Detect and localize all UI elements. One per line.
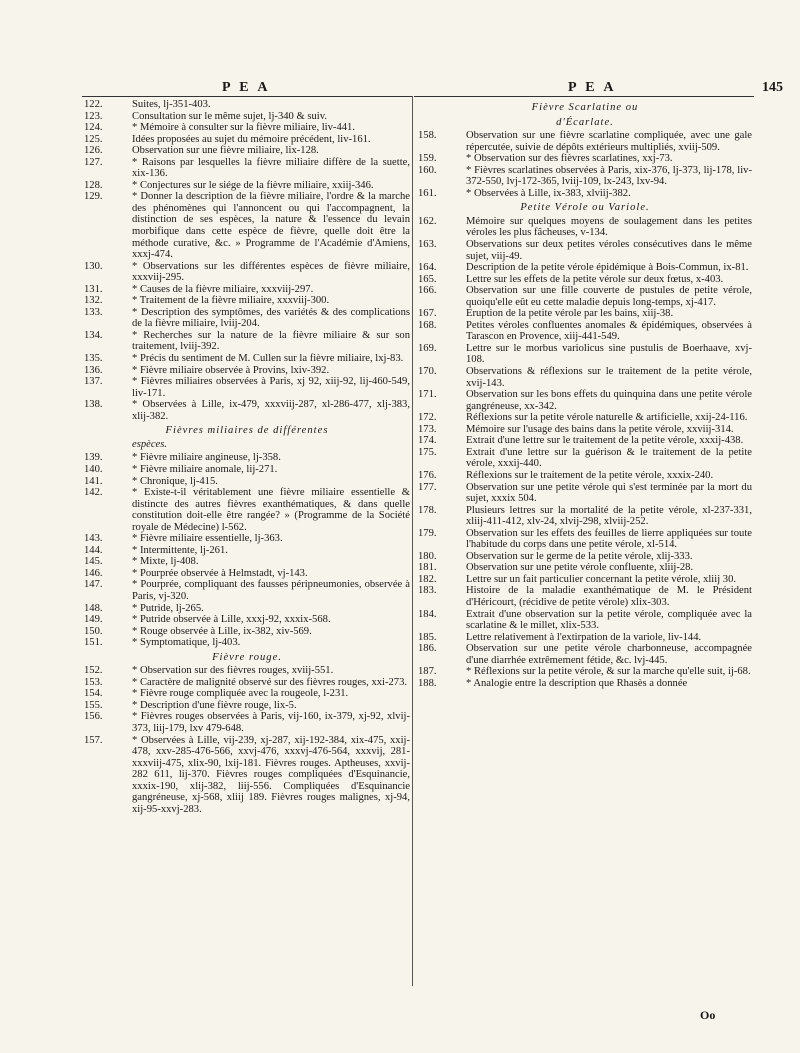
entry-text: * Caractère de malignité observé sur des fièvres rouges, xxi-273.: [132, 676, 408, 688]
entry-number: 166.: [418, 285, 437, 297]
section-heading: Fièvre Scarlatine ou: [531, 102, 639, 113]
entry-number: 173.: [418, 423, 437, 435]
entry-text: * Pourprée observée à Helmstadt, vj-143.: [132, 567, 308, 579]
entry-text: * Fièvre miliaire anomale, lij-271.: [132, 463, 278, 475]
index-entry: [418, 609, 752, 632]
entry-text: * Fièvres scarlatines observées à Paris, xix-376, lj-373, lij-178, liv-372-550, lvj-172-365, lviij-109, lx-243, lxv-94.: [466, 164, 752, 188]
entry-number: 185.: [418, 631, 437, 643]
entry-text: * Fièvre miliaire essentielle, lj-363.: [132, 533, 283, 545]
entry-number: 151.: [84, 637, 103, 649]
index-entry: [84, 261, 410, 284]
entry-number: 134.: [84, 329, 103, 341]
entry-text: Observations sur deux petites véroles consécutives dans le même sujet, viij-49.: [466, 239, 752, 262]
index-entry: [418, 435, 752, 447]
index-entry: [84, 180, 410, 192]
entry-text: * Raisons par lesquelles la fièvre miliaire diffère de la suette, xix-136.: [132, 156, 410, 180]
index-entry: [84, 688, 410, 700]
entry-number: 165.: [418, 273, 437, 285]
entry-number: 122.: [84, 99, 103, 110]
index-entry: [84, 677, 410, 689]
entry-text: Idées proposées au sujet du mémoire précédent, liv-161.: [132, 133, 371, 145]
entry-number: 148.: [84, 602, 103, 614]
index-entry: [84, 122, 410, 134]
index-entry: [418, 412, 752, 424]
index-entry: [418, 528, 752, 551]
entry-text: Lettre sur les effets de la petite vérole sur deux fœtus, x-403.: [466, 273, 724, 285]
entry-number: 179.: [418, 527, 437, 539]
entry-text: Observation sur une fille couverte de pustules de petite vérole, quoiqu'elle eût eu cette maladie depuis long-temps, xj-417.: [466, 285, 752, 308]
entry-number: 170.: [418, 366, 437, 378]
entry-text: Observation sur une fièvre miliaire, lix-128.: [132, 145, 319, 157]
index-entry: [84, 295, 410, 307]
index-entry: [418, 274, 752, 286]
entry-text: * Pourprée, compliquant des fausses péripneumonies, observée à Paris, vj-320.: [132, 579, 410, 602]
index-entry: [418, 153, 752, 165]
index-entry: [84, 353, 410, 365]
index-entry: [84, 568, 410, 580]
header-rule-left: [82, 96, 412, 97]
entry-text: * Existe-t-il véritablement une fièvre miliaire essentielle & distincte des autres fièvres exanthématiques, & dans quelle constitution doit-elle être rangée? » (Programme de la Société royale de Médecine) l-562.: [132, 487, 410, 533]
entry-number: 129.: [84, 191, 103, 203]
entry-number: 141.: [84, 475, 103, 487]
entry-text: * Chronique, lj-415.: [132, 475, 218, 487]
index-entry: [84, 134, 410, 146]
entry-number: 177.: [418, 481, 437, 493]
index-entry: [418, 239, 752, 262]
entry-text: * Intermittente, lj-261.: [132, 544, 228, 556]
entry-number: 127.: [84, 156, 103, 168]
entry-text: Observation sur une petite vérole charbonneuse, accompagnée d'une diarrhée extrêmement fétide, &c. lvj-445.: [466, 643, 752, 666]
running-head-right: P E A: [568, 80, 617, 95]
entry-text: Mémoire sur quelques moyens de soulagement dans les petites véroles les plus fâcheuses, v-134.: [466, 215, 752, 239]
entry-text: Eruption de la petite vérole par les bains, xiij-38.: [466, 308, 674, 320]
entry-number: 149.: [84, 614, 103, 626]
entry-text: * Putride, lj-265.: [132, 602, 204, 614]
index-entry: [84, 711, 410, 734]
entry-number: 160.: [418, 164, 437, 176]
entry-number: 132.: [84, 295, 103, 307]
section-subheading: espèces.: [132, 438, 167, 450]
index-entry: [84, 637, 410, 649]
entry-text: * Observées à Lille, ix-479, xxxviij-287, xl-286-477, xlj-383, xlij-382.: [132, 399, 410, 422]
entry-text: Lettre sur un fait particulier concernant la petite vérole, xliij 30.: [466, 573, 737, 585]
entry-text: Consultation sur le même sujet, lj-340 & suiv.: [132, 110, 327, 122]
entry-number: 175.: [418, 446, 437, 458]
index-entry: [418, 320, 752, 343]
entry-number: 153.: [84, 676, 103, 688]
index-entry: [418, 308, 752, 320]
index-entry: [418, 447, 752, 470]
index-entry: [84, 307, 410, 330]
entry-number: 164.: [418, 262, 437, 274]
entry-number: 155.: [84, 699, 103, 711]
index-entry: [418, 188, 752, 200]
entry-number: 176.: [418, 469, 437, 481]
index-entry: [418, 482, 752, 505]
printer-signature: Oo: [700, 1008, 716, 1022]
entry-number: 133.: [84, 306, 103, 318]
index-entry: [84, 99, 410, 111]
index-entry: [418, 574, 752, 586]
entry-text: * Réflexions sur la petite vérole, & sur la marche qu'elle suit, ij-68.: [466, 666, 751, 678]
index-entry: [84, 487, 410, 533]
index-entry: [84, 533, 410, 545]
entry-number: 150.: [84, 625, 103, 637]
entry-text: Suites, lj-351-403.: [132, 99, 211, 110]
entry-number: 158.: [418, 130, 437, 142]
entry-number: 183.: [418, 585, 437, 597]
index-entry: [418, 389, 752, 412]
index-entry: [84, 614, 410, 626]
index-entry: [84, 735, 410, 816]
index-entry: [84, 545, 410, 557]
index-entry: [418, 643, 752, 666]
index-entry: [84, 376, 410, 399]
entry-text: Observation sur les bons effets du quinquina dans une petite vérole gangréneuse, xx-342.: [466, 389, 752, 412]
entry-text: * Mixte, lj-408.: [132, 556, 199, 568]
running-head-left: P E A: [222, 80, 271, 95]
entry-number: 186.: [418, 643, 437, 655]
entry-text: * Recherches sur la nature de la fièvre miliaire & sur son traitement, lviij-392.: [132, 329, 410, 353]
entry-text: * Fièvre miliaire angineuse, lj-358.: [132, 452, 281, 464]
index-entry: [84, 330, 410, 353]
entry-text: * Fièvres miliaires observées à Paris, xj 92, xiij-92, lij-460-549, liv-171.: [132, 376, 410, 399]
entry-text: Observation sur les effets des feuilles de lierre appliquées sur toute l'habitude du corps dans une petite vérole, xl-514.: [466, 527, 752, 551]
index-entry: [84, 556, 410, 568]
entry-text: Extrait d'une lettre sur la guérison & le traitement de la petite vérole, xxxij-440.: [466, 446, 752, 470]
entry-text: * Putride observée à Lille, xxxj-92, xxxix-568.: [132, 614, 331, 626]
entry-text: Réflexions sur la petite vérole naturelle & artificielle, xxij-24-116.: [466, 412, 748, 424]
page-number: 145: [762, 80, 783, 95]
entry-number: 184.: [418, 608, 437, 620]
entry-text: * Donner la description de la fièvre miliaire, l'ordre & la marche des phénomènes qui l'annoncent ou qui l'accompagnent, la distinction de ses espèces, la nature & l'essence du levain morbifique dans cette espèce de fièvre, quelle doit être la méthode curative, &c. » Programme de l'Académie d'Amiens, xxxj-474.: [132, 191, 410, 261]
entry-number: 182.: [418, 573, 437, 585]
entry-text: Mémoire sur l'usage des bains dans la petite vérole, xxviij-314.: [466, 423, 734, 435]
entry-number: 131.: [84, 283, 103, 295]
entry-number: 144.: [84, 544, 103, 556]
entry-number: 168.: [418, 319, 437, 331]
entry-text: * Rouge observée à Lille, ix-382, xiv-569.: [132, 625, 312, 637]
entry-text: Description de la petite vérole épidémique à Bois-Commun, ix-81.: [466, 262, 749, 274]
entry-text: Observations & réflexions sur le traitement de la petite vérole, xvij-143.: [466, 366, 752, 389]
index-entry: [418, 666, 752, 678]
entry-number: 171.: [418, 389, 437, 401]
entry-text: * Causes de la fièvre miliaire, xxxviij-297.: [132, 283, 314, 295]
index-entry: [84, 284, 410, 296]
index-entry: [418, 285, 752, 308]
entry-text: * Observées à Lille, vij-239, xj-287, xij-192-384, xix-475, xxij-478, xxv-285-476-566, xxvj-476, xxxvj-476-564, xxxvij, 281-xxxviij-475, xlix-90, lxij-181. Fièvres rouges. Aptheuses, xxvij-282 611, lij-370. Fièvres rouges compliquées d'Esquinancie, xxxix-190, xlij-382, liij-556. Compliquées d'Esquinancie gangréneuse, xj-568, xliij 189. Fièvres rouges malignes, xj-94, xij-95-xxvj-283.: [132, 734, 410, 815]
entry-number: 154.: [84, 688, 103, 700]
entry-number: 156.: [84, 711, 103, 723]
section-heading: Fièvre rouge.: [212, 651, 282, 663]
entry-number: 123.: [84, 110, 103, 122]
entry-text: * Fièvre miliaire observée à Provins, lxiv-392.: [132, 364, 330, 376]
index-entry: [84, 579, 410, 602]
entry-number: 188.: [418, 677, 437, 689]
entry-text: Petites véroles confluentes anomales & épidémiques, observées à Tarascon en Provence, xiij-441-549.: [466, 319, 752, 343]
index-entry: [418, 165, 752, 188]
index-entry: [418, 130, 752, 153]
entry-number: 161.: [418, 187, 437, 199]
index-entry: [84, 665, 410, 677]
entry-text: * Description d'une fièvre rouge, lix-5.: [132, 699, 297, 711]
entry-number: 152.: [84, 665, 103, 677]
index-entry: [418, 562, 752, 574]
section-heading: d'Écarlate.: [556, 116, 614, 128]
column-separator: [412, 96, 413, 986]
index-entry: [418, 505, 752, 528]
entry-text: Observation sur une fièvre scarlatine compliquée, avec une gale répercutée, suivie de dépôts extérieurs multipliés, xviij-509.: [466, 130, 752, 153]
entry-number: 187.: [418, 666, 437, 678]
entry-number: 137.: [84, 376, 103, 388]
entry-text: Réflexions sur le traitement de la petite vérole, xxxix-240.: [466, 469, 714, 481]
entry-text: * Fièvre rouge compliquée avec la rougeole, l-231.: [132, 688, 349, 700]
entry-text: Observation sur le germe de la petite vérole, xlij-333.: [466, 550, 693, 562]
entry-text: * Traitement de la fièvre miliaire, xxxviij-300.: [132, 295, 330, 307]
entry-number: 139.: [84, 452, 103, 464]
entry-number: 142.: [84, 487, 103, 499]
index-entry: [418, 216, 752, 239]
entry-number: 178.: [418, 504, 437, 516]
entry-text: Extrait d'une lettre sur le traitement de la petite vérole, xxxij-438.: [466, 435, 744, 447]
entry-number: 180.: [418, 550, 437, 562]
entry-number: 159.: [418, 153, 437, 165]
entry-number: 147.: [84, 579, 103, 591]
index-entry: [84, 452, 410, 464]
index-entry: [84, 464, 410, 476]
index-entry: [418, 366, 752, 389]
entry-number: 124.: [84, 122, 103, 134]
section-heading: Petite Vérole ou Variole.: [520, 202, 650, 214]
entry-text: Histoire de la maladie exanthématique de M. le Président d'Héricourt, (récidive de petite vérole) xlix-303.: [466, 585, 752, 608]
entry-number: 126.: [84, 145, 103, 157]
right-column: [418, 99, 752, 689]
index-entry: [418, 343, 752, 366]
entry-text: Plusieurs lettres sur la mortalité de la petite vérole, xl-237-331, xliij-411-412, xlv-24, xlvij-298, xlviij-252.: [466, 504, 752, 528]
entry-number: 140.: [84, 463, 103, 475]
entry-number: 157.: [84, 734, 103, 746]
index-entry: [84, 191, 410, 260]
entry-text: * Fièvres rouges observées à Paris, vij-160, ix-379, xj-92, xlvij-373, liij-179, lxv 479-648.: [132, 711, 410, 734]
entry-number: 162.: [418, 215, 437, 227]
entry-number: 146.: [84, 567, 103, 579]
index-entry: [84, 145, 410, 157]
index-entry: [418, 678, 752, 690]
entry-number: 163.: [418, 239, 437, 251]
index-entry: [418, 585, 752, 608]
entry-number: 145.: [84, 556, 103, 568]
entry-number: 143.: [84, 533, 103, 545]
index-entry: [84, 700, 410, 712]
entry-number: 135.: [84, 353, 103, 365]
entry-number: 169.: [418, 342, 437, 354]
entry-number: 167.: [418, 308, 437, 320]
entry-text: * Conjectures sur le siége de la fièvre miliaire, xxiij-346.: [132, 179, 374, 191]
index-entry: [418, 262, 752, 274]
index-entry: [84, 603, 410, 615]
entry-number: 181.: [418, 562, 437, 574]
entry-text: * Observation sur des fièvres scarlatines, xxj-73.: [466, 153, 673, 165]
entry-text: Observation sur une petite vérole confluente, xliij-28.: [466, 562, 694, 574]
entry-text: * Analogie entre la description que Rhasès a donnée: [466, 677, 688, 689]
index-entry: [418, 551, 752, 563]
index-entry: [418, 632, 752, 644]
index-entry: [84, 365, 410, 377]
entry-text: * Observation sur des fièvres rouges, xviij-551.: [132, 665, 334, 677]
index-entry: [84, 111, 410, 123]
entry-number: 136.: [84, 364, 103, 376]
index-entry: [418, 424, 752, 436]
entry-text: Extrait d'une observation sur la petite vérole, compliquée avec la scarlatine & le millet, xlix-533.: [466, 608, 752, 632]
entry-number: 174.: [418, 435, 437, 447]
entry-text: Lettre sur le morbus variolicus sine pustulis de Boerhaave, xvj-108.: [466, 342, 752, 366]
index-entry: [84, 157, 410, 180]
left-column: [84, 99, 410, 815]
entry-number: 172.: [418, 412, 437, 424]
entry-number: 125.: [84, 133, 103, 145]
header-rule-right: [414, 96, 754, 97]
entry-text: * Précis du sentiment de M. Cullen sur la fièvre miliaire, lxj-83.: [132, 353, 404, 365]
entry-number: 138.: [84, 399, 103, 411]
entry-text: Observation sur une petite vérole qui s'est terminée par la mort du sujet, xxxix 504.: [466, 481, 752, 505]
entry-text: * Observations sur les différentes espèces de fièvre miliaire, xxxviij-295.: [132, 260, 410, 284]
section-heading: Fièvres miliaires de différentes: [165, 425, 329, 437]
index-entry: [84, 476, 410, 488]
entry-text: * Description des symptômes, des variétés & des complications de la fièvre miliaire, lviij-204.: [132, 306, 410, 330]
entry-number: 130.: [84, 260, 103, 272]
entry-text: * Mémoire à consulter sur la fièvre miliaire, liv-441.: [132, 122, 355, 134]
index-entry: [418, 470, 752, 482]
entry-number: 128.: [84, 179, 103, 191]
entry-text: Lettre relativement à l'extirpation de la variole, liv-144.: [466, 631, 702, 643]
index-entry: [84, 626, 410, 638]
entry-text: * Symptomatique, lj-403.: [132, 637, 241, 649]
entry-text: * Observées à Lille, ix-383, xlviij-382.: [466, 187, 631, 199]
index-entry: [84, 399, 410, 422]
